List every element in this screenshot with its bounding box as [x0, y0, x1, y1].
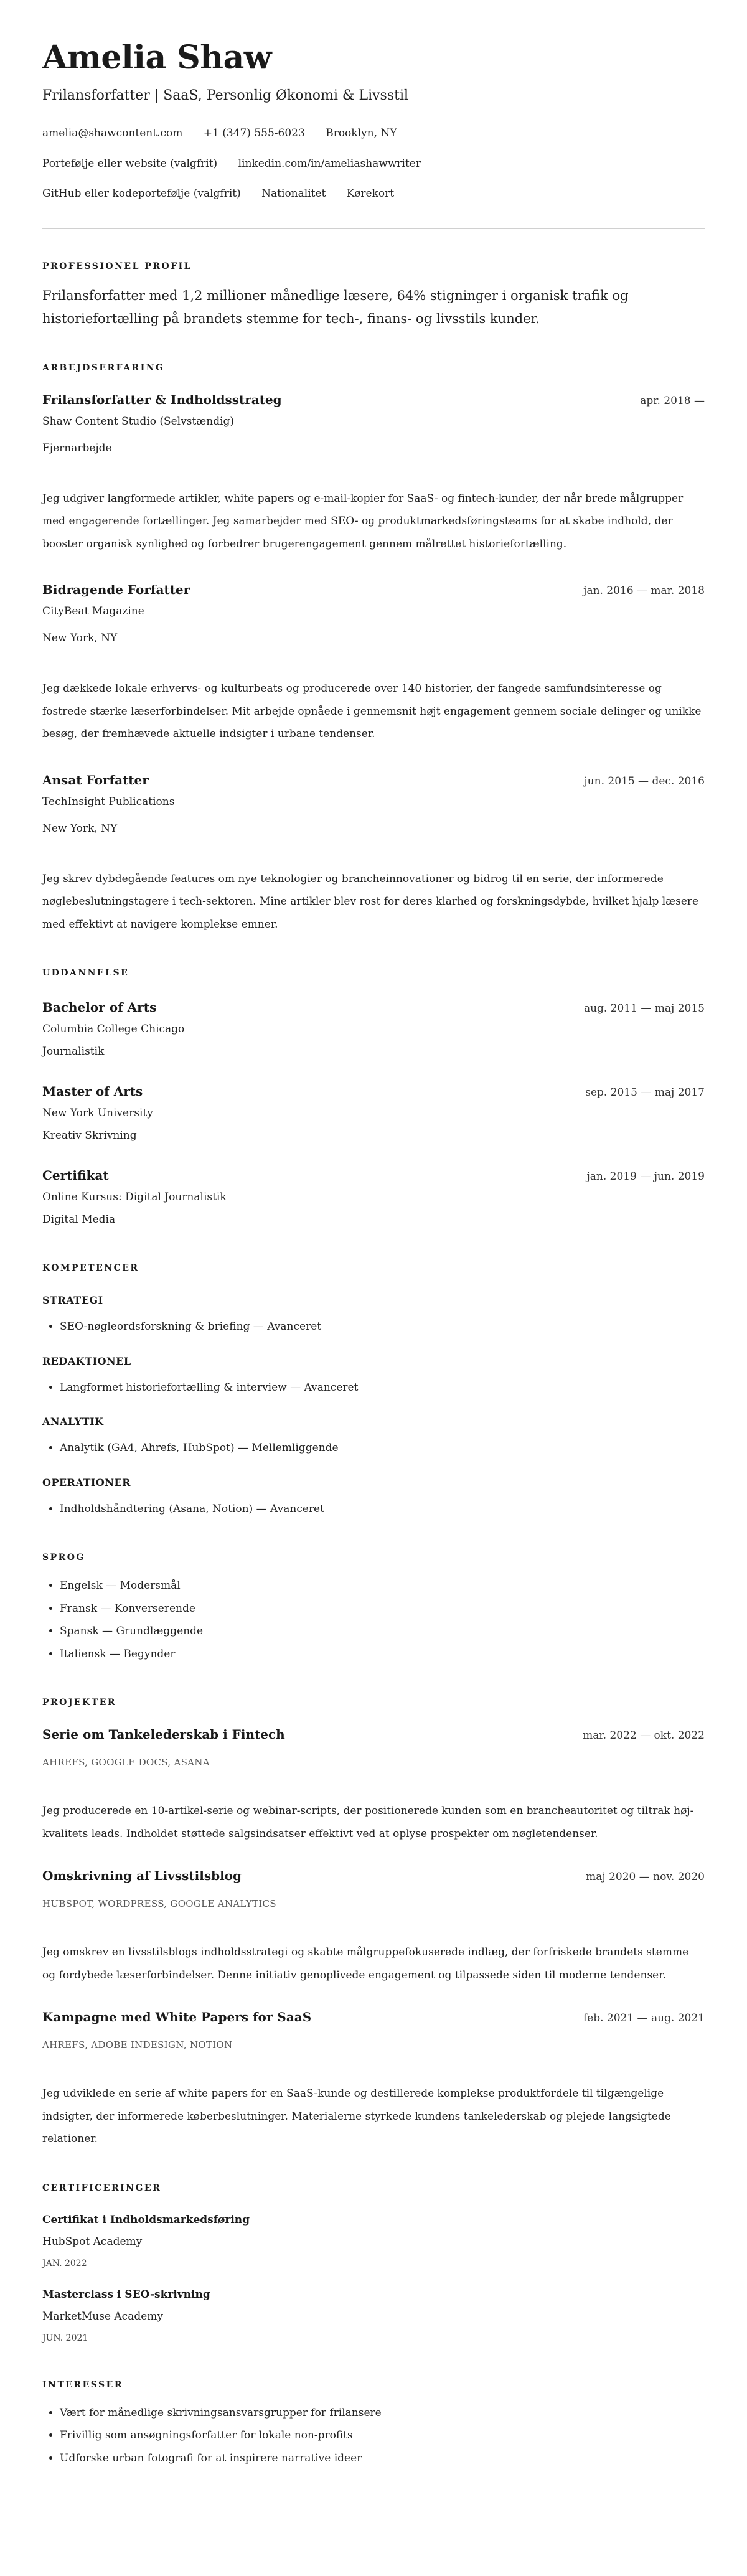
certification-title: Masterclass i SEO-skrivning	[42, 2288, 210, 2301]
contact-line	[42, 118, 705, 149]
language-item: • Italiensk — Begynder	[60, 1643, 705, 1666]
field-of-study: Journalistik	[42, 1045, 105, 1058]
drivers-license: Kørekort	[346, 187, 395, 200]
project-tech-stack: AHREFS, ADOBE INDESIGN, NOTION	[42, 2039, 233, 2051]
job-description: Jeg udgiver langformede artikler, white papers og e-mail-kopier for SaaS- og fintech-kunder, der når brede målgrupper med engagerende fortællinger. Jeg samarbejder med SEO- og produktmarkedsføringsteams for at skabe indhold, der booster organisk synlighed og forbedrer brugerengagement gennem målrettet historiefortælling.	[42, 492, 684, 550]
github-link[interactable]: GitHub eller kodeportefølje (valgfrit)	[42, 187, 241, 200]
job-dates: apr. 2018 —	[640, 394, 705, 407]
item-header	[42, 1866, 705, 1886]
skill-item: • Langformet historiefortælling & interview — Avanceret	[60, 1376, 705, 1399]
section-heading: SPROG	[42, 1553, 85, 1563]
job-title: Bidragende Forfatter	[42, 582, 190, 597]
item-header	[42, 390, 705, 410]
section-heading: INTERESSER	[42, 2379, 123, 2390]
section-heading: PROJEKTER	[42, 1698, 117, 1708]
languages-list	[42, 1574, 705, 1665]
job-title: Ansat Forfatter	[42, 772, 149, 787]
skill-list	[42, 1498, 705, 1521]
skill-category: STRATEGI	[42, 1294, 103, 1306]
skill-category: OPERATIONER	[42, 1476, 131, 1488]
certification-issuer: HubSpot Academy	[42, 2235, 143, 2248]
skill-list	[42, 1315, 705, 1338]
item-header	[42, 580, 705, 600]
profile-summary: Frilansforfatter med 1,2 millioner månedlige læsere, 64% stigninger i organisk trafik og historiefortælling på brandets stemme for tech-, finans- og livsstils kunder.	[42, 288, 629, 326]
projects-section	[42, 1696, 705, 2151]
project-dates: maj 2020 — nov. 2020	[586, 1871, 705, 1883]
skill-group	[42, 1353, 705, 1399]
company-name: CityBeat Magazine	[42, 605, 144, 618]
contact-line	[42, 149, 705, 179]
education-item	[42, 1082, 705, 1147]
project-dates: mar. 2022 — okt. 2022	[583, 1729, 705, 1742]
education-item	[42, 998, 705, 1063]
location: Brooklyn, NY	[326, 127, 397, 139]
skill-group	[42, 1414, 705, 1460]
skill-list	[42, 1437, 705, 1460]
project-title: Serie om Tankelederskab i Fintech	[42, 1727, 285, 1742]
job-location: New York, NY	[42, 632, 118, 644]
item-header	[42, 771, 705, 791]
school-name: New York University	[42, 1107, 153, 1119]
skill-category: ANALYTIK	[42, 1416, 104, 1427]
phone: +1 (347) 555-6023	[203, 127, 305, 139]
school-name: Columbia College Chicago	[42, 1023, 185, 1035]
experience-section	[42, 362, 705, 936]
item-header	[42, 1725, 705, 1745]
interests-section	[42, 2379, 705, 2470]
item-header	[42, 1166, 705, 1186]
certification-issuer: MarketMuse Academy	[42, 2310, 164, 2323]
skill-group	[42, 1475, 705, 1521]
project-tech-stack: HUBSPOT, WORDPRESS, GOOGLE ANALYTICS	[42, 1898, 276, 1909]
certification-item	[42, 2211, 705, 2273]
interests-list	[42, 2402, 705, 2470]
language-item: • Fransk — Konverserende	[60, 1597, 705, 1620]
candidate-headline: Frilansforfatter | SaaS, Personlig Økonomi & Livsstil	[42, 88, 409, 103]
certification-date: JUN. 2021	[42, 2333, 88, 2343]
experience-item	[42, 771, 705, 936]
profile-section	[42, 260, 705, 331]
section-heading: UDDANNELSE	[42, 968, 129, 978]
interest-item: • Udforske urban fotografi for at inspirere narrative ideer	[60, 2447, 705, 2470]
education-item	[42, 1166, 705, 1231]
project-description: Jeg producerede en 10-artikel-serie og webinar-scripts, der positionerede kunden som en brancheautoritet og tiltrak høj-kvalitets leads. Indholdet støttede salgsindsatser effektivt ved at oplyse prospekter om nøgletendenser.	[42, 1805, 694, 1840]
education-dates: sep. 2015 — maj 2017	[585, 1086, 705, 1099]
job-dates: jan. 2016 — mar. 2018	[583, 585, 705, 597]
job-title: Frilansforfatter & Indholdsstrateg	[42, 392, 282, 407]
project-item	[42, 2008, 705, 2151]
section-heading: CERTIFICERINGER	[42, 2183, 162, 2193]
candidate-name: Amelia Shaw	[42, 39, 272, 77]
languages-section	[42, 1551, 705, 1665]
contact-info	[42, 118, 705, 209]
degree: Certifikat	[42, 1168, 109, 1183]
language-item: • Engelsk — Modersmål	[60, 1574, 705, 1597]
project-item	[42, 1866, 705, 1986]
section-heading: KOMPETENCER	[42, 1263, 139, 1273]
school-name: Online Kursus: Digital Journalistik	[42, 1191, 227, 1203]
item-header	[42, 1082, 705, 1102]
project-description: Jeg udviklede en serie af white papers for en SaaS-kunde og destillerede komplekse produktfordele til tilgængelige indsigter, der informerede køberbeslutninger. Materialerne styrkede kundens tankelederskab og plejede langsigtede relationer.	[42, 2087, 671, 2145]
item-header	[42, 998, 705, 1018]
job-description: Jeg skrev dybdegående features om nye teknologier og brancheinnovationer og bidrog til en serie, der informerede nøglebeslutningstagere i tech-sektoren. Mine artikler blev rost for deres klarhed og forskningsdybde, hvilket hjalp læsere med effektivt at navigere komplekse emner.	[42, 872, 699, 931]
interest-item: • Vært for månedlige skrivningsansvarsgrupper for frilansere	[60, 2402, 705, 2425]
section-heading: ARBEJDSERFARING	[42, 362, 165, 373]
item-header	[42, 2008, 705, 2028]
skill-item: • SEO-nøgleordsforskning & briefing — Avanceret	[60, 1315, 705, 1338]
linkedin-link[interactable]: linkedin.com/in/ameliashawwriter	[238, 157, 421, 170]
skill-list	[42, 1376, 705, 1399]
certification-item	[42, 2285, 705, 2348]
skill-item: • Indholdshåndtering (Asana, Notion) — Avanceret	[60, 1498, 705, 1521]
skill-item: • Analytik (GA4, Ahrefs, HubSpot) — Mellemliggende	[60, 1437, 705, 1460]
field-of-study: Digital Media	[42, 1213, 116, 1226]
language-item: • Spansk — Grundlæggende	[60, 1620, 705, 1643]
contact-line	[42, 179, 705, 209]
project-tech-stack: AHREFS, GOOGLE DOCS, ASANA	[42, 1757, 210, 1768]
education-dates: jan. 2019 — jun. 2019	[586, 1170, 705, 1183]
project-title: Omskrivning af Livsstilsblog	[42, 1868, 242, 1883]
company-name: Shaw Content Studio (Selvstændig)	[42, 415, 235, 428]
email[interactable]: amelia@shawcontent.com	[42, 127, 183, 139]
project-description: Jeg omskrev en livsstilsblogs indholdsstrategi og skabte målgruppefokuserede indlæg, der forfriskede brandets stemme og fordybede læserforbindelser. Denne initiativ genoplivede engagement og tilpassede siden til moderne tendenser.	[42, 1946, 689, 1981]
certification-date: JAN. 2022	[42, 2258, 87, 2268]
degree: Master of Arts	[42, 1084, 143, 1099]
skill-category: REDAKTIONEL	[42, 1355, 131, 1367]
certification-title: Certifikat i Indholdsmarkedsføring	[42, 2213, 250, 2226]
skills-section	[42, 1262, 705, 1520]
job-description: Jeg dækkede lokale erhvervs- og kulturbeats og producerede over 140 historier, der fangede samfundsinteresse og fostrede stærke læserforbindelser. Mit arbejde opnåede i gennemsnit højt engagement gennem sociale delinger og unikke besøg, der fremhævede aktuelle indsigter i urbane tendenser.	[42, 682, 702, 740]
header-divider	[42, 228, 705, 229]
company-name: TechInsight Publications	[42, 795, 175, 808]
project-dates: feb. 2021 — aug. 2021	[583, 2012, 705, 2024]
experience-item	[42, 390, 705, 556]
interest-item: • Frivillig som ansøgningsforfatter for lokale non-profits	[60, 2424, 705, 2447]
education-section	[42, 967, 705, 1231]
project-title: Kampagne med White Papers for SaaS	[42, 2010, 312, 2024]
education-dates: aug. 2011 — maj 2015	[583, 1002, 705, 1015]
experience-item	[42, 580, 705, 746]
certifications-section	[42, 2182, 705, 2348]
degree: Bachelor of Arts	[42, 1000, 157, 1015]
nationality: Nationalitet	[261, 187, 326, 200]
portfolio-link[interactable]: Portefølje eller website (valgfrit)	[42, 157, 218, 170]
job-dates: jun. 2015 — dec. 2016	[584, 774, 705, 787]
field-of-study: Kreativ Skrivning	[42, 1129, 137, 1142]
resume-header	[42, 39, 705, 209]
skill-group	[42, 1292, 705, 1338]
job-location: New York, NY	[42, 822, 118, 835]
section-heading: PROFESSIONEL PROFIL	[42, 261, 192, 271]
project-item	[42, 1725, 705, 1845]
job-location: Fjernarbejde	[42, 441, 112, 454]
